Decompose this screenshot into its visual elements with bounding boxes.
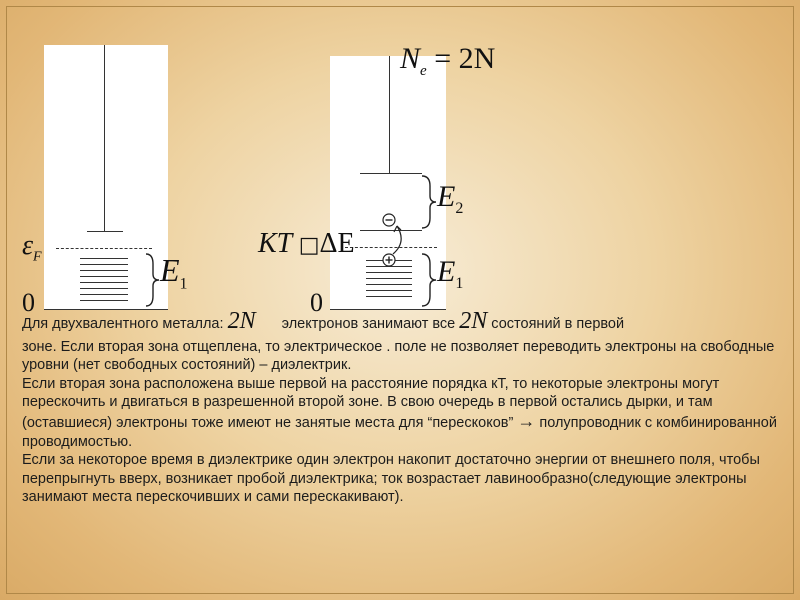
- left-gap-level: [87, 231, 123, 232]
- paragraph-3: Если за некоторое время в диэлектрике один электрон накопит достаточно энергии от внешнего поля, чтобы перепрыгнуть вверх, возникает пробой диэлектрика; ток возрастает лавинообразно(следующие электроны занимают места перескочивших и сами перескакивают).: [22, 452, 760, 506]
- energy-level-line: [366, 290, 412, 291]
- right-base-line: [330, 309, 446, 310]
- e2-top-line: [360, 173, 422, 174]
- left-e1-label: $E_1$: [160, 252, 188, 293]
- paragraph-1-rest: зоне. Если вторая зона отщеплена, то электрическое . поле не позволяет переводить электроны на свободные уровни (нет свободных состояний) – диэлектрик.: [22, 338, 775, 374]
- right-zero-label: 0: [310, 288, 323, 317]
- arrow-right-icon: →: [517, 410, 536, 431]
- left-level-axis: [104, 45, 105, 231]
- energy-level-line: [80, 294, 128, 295]
- e1-label: $E_1$: [437, 255, 464, 292]
- right-level-axis: [389, 56, 390, 173]
- energy-level-line: [80, 270, 128, 271]
- energy-level-line: [366, 284, 412, 285]
- e2-label: $E_2$: [437, 180, 464, 217]
- ne-equation: $N_e = 2N$: [400, 42, 496, 79]
- energy-level-line: [80, 258, 128, 259]
- fermi-label: $\varepsilon_F$: [22, 230, 42, 265]
- left-base-line: [44, 309, 168, 310]
- body-text: [22, 308, 782, 507]
- paragraph-1-line-1: Для двухвалентного металла: 2N электронов занимают все 2N состояний в первой: [22, 308, 625, 334]
- left-zero-label: 0: [22, 288, 35, 317]
- math-2n-second: 2N: [459, 308, 488, 334]
- electron-hole-transition: [373, 208, 407, 272]
- paragraph-2: Если вторая зона расположена выше первой на расстояние порядка кТ, то некоторые электроны могут перескочить и двигаться в разрешенной второй зоне. В свою очередь в первой остались дырки, и там (оставшиеся) электроны тоже имеют не занятые места для “перескоков” → полупроводник с комбинированной проводимостью.: [22, 375, 777, 450]
- energy-level-line: [80, 276, 128, 277]
- energy-level-line: [366, 278, 412, 279]
- energy-level-line: [80, 282, 128, 283]
- energy-level-line: [80, 288, 128, 289]
- kt-delta-e-relation: KT □ΔE: [258, 228, 355, 259]
- energy-level-line: [80, 300, 128, 301]
- energy-level-line: [80, 264, 128, 265]
- math-2n-first: 2N: [227, 308, 256, 334]
- energy-level-line: [366, 296, 412, 297]
- energy-level-line: [366, 272, 412, 273]
- fermi-level-line: [56, 248, 152, 249]
